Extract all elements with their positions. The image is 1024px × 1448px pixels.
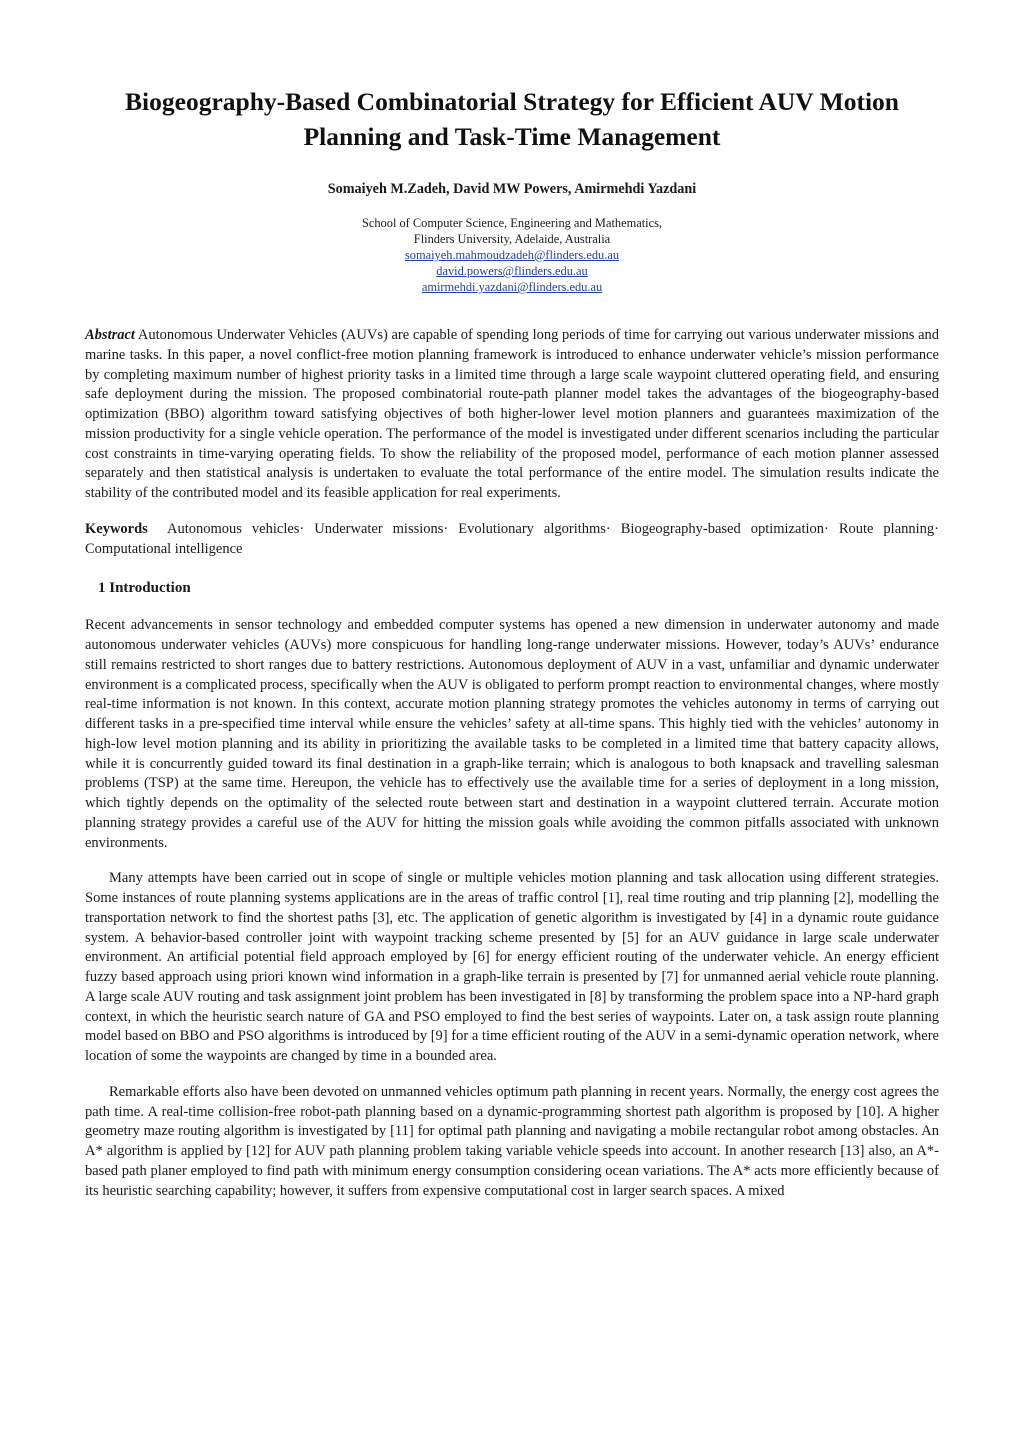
title-line-2: Planning and Task-Time Management (303, 122, 721, 151)
abstract-label: Abstract (85, 327, 135, 343)
body-paragraph: Many attempts have been carried out in scope of single or multiple vehicles motion planning and task allocation using different strategies. Some instances of route planning systems applications are in the areas of traffic control [1], real time routing and trip planning [2], modelling the transportation network to find the shortest paths [3], etc. The application of genetic algorithm is investigated by [4] in a dynamic route guidance system. A behavior-based controller joint with waypoint tracking scheme presented by [5] for an AUV guidance in large scale underwater environment. An artificial potential field approach employed by [6] for energy efficient routing of the underwater vehicle. An energy efficient fuzzy based approach using priori known wind information in a graph-like terrain is presented by [7] for unmanned aerial vehicle route planning. A large scale AUV routing and task assignment joint problem has been investigated in [8] by transforming the problem space into a NP-hard graph context, in which the heuristic search nature of GA and PSO employed to find the best series of waypoints. Later on, a task assign route planning model based on BBO and PSO algorithms is introduced by [9] for a time efficient routing of the AUV in a semi-dynamic operation network, where location of some the waypoints are changed by time in a bounded area. (85, 870, 939, 1064)
abstract (85, 326, 939, 504)
affiliation-line: Flinders University, Adelaide, Australia (413, 232, 611, 246)
email-link[interactable]: somaiyeh.mahmoudzadeh@flinders.edu.au (404, 248, 620, 262)
author-list: Somaiyeh M.Zadeh, David MW Powers, Amirmehdi Yazdani (327, 181, 697, 197)
affiliation-block (85, 215, 939, 295)
body-paragraph: Recent advancements in sensor technology and embedded computer systems has opened a new dimension in underwater autonomy and made autonomous underwater vehicles (AUVs) more conspicuous for handling long-range underwater missions. However, today’s AUVs’ endurance still remains restricted to short ranges due to battery restrictions. Autonomous deployment of AUV in a vast, unfamiliar and dynamic underwater environment is a complicated process, specifically when the AUV is obligated to perform prompt reaction to environmental changes, where mostly real-time information is not known. In this context, accurate motion planning strategy promotes the vehicles autonomy in terms of carrying out different tasks in a pre-specified time interval while ensure the vehicles’ safety at all-time spans. This highly tied with the vehicles’ autonomy in high-low level motion planning and its ability in prioritizing the available tasks to be completed in a limited time that battery capacity allows, while it is concurrently guided toward its final destination in a graph-like terrain; which is analogous to both knapsack and travelling salesman problems (TSP) at the same time. Hereupon, the vehicle has to effectively use the available time for a series of deployment in a long mission, which tightly depends on the optimality of the selected route between start and destination in a waypoint cluttered terrain. Accurate motion planning strategy provides a careful use of the AUV for hitting the mission goals while avoiding the common pitfalls associated with unknown environments. (85, 617, 939, 851)
email-link[interactable]: amirmehdi.yazdani@flinders.edu.au (421, 280, 603, 294)
keywords-text: Autonomous vehicles· Underwater missions· Evolutionary algorithms· Biogeography-based optimization· Route planning· Computational intelligence (85, 520, 940, 557)
email-link[interactable]: david.powers@flinders.edu.au (436, 264, 588, 278)
title-line-1: Biogeography-Based Combinatorial Strategy for Efficient AUV Motion (125, 87, 899, 116)
keywords-label: Keywords (85, 520, 148, 537)
section-heading: 1 Introduction (98, 580, 191, 597)
affiliation-line: School of Computer Science, Engineering and Mathematics, (361, 216, 663, 230)
paper-page (85, 84, 939, 1201)
paper-title (85, 84, 939, 154)
keywords (85, 520, 939, 560)
body-paragraph: Remarkable efforts also have been devoted on unmanned vehicles optimum path planning in recent years. Normally, the energy cost agrees the path time. A real-time collision-free robot-path planning based on a dynamic-programming shortest path algorithm is proposed by [10]. A higher geometry maze routing algorithm is investigated by [11] for optimal path planning and navigating a mobile rectangular robot among obstacles. An A* algorithm is applied by [12] for AUV path planning problem taking variable vehicle speeds into account. In another research [13] also, an A*-based path planer employed to find path with minimum energy consumption considering ocean variations. The A* acts more efficiently because of its heuristic searching capability; however, it suffers from expensive computational cost in larger search spaces. A mixed (85, 1083, 939, 1199)
abstract-text: Autonomous Underwater Vehicles (AUVs) are capable of spending long periods of time for carrying out various underwater missions and marine tasks. In this paper, a novel conflict-free motion planning framework is introduced to enhance underwater vehicle’s mission performance by completing maximum number of highest priority tasks in a limited time through a large scale waypoint cluttered operating field, and ensuring safe deployment during the mission. The proposed combinatorial route-path planner model takes the advantages of the biogeography-based optimization (BBO) algorithm toward satisfying objectives of both higher-lower level motion planners and guarantees maximization of the mission productivity for a single vehicle operation. The performance of the model is investigated under different scenarios including the particular cost constraints in time-varying operating fields. To show the reliability of the proposed model, performance of each motion planner assessed separately and then statistical analysis is undertaken to evaluate the total performance of the entire model. The simulation results indicate the stability of the contributed model and its feasible application for real experiments. (85, 327, 940, 501)
